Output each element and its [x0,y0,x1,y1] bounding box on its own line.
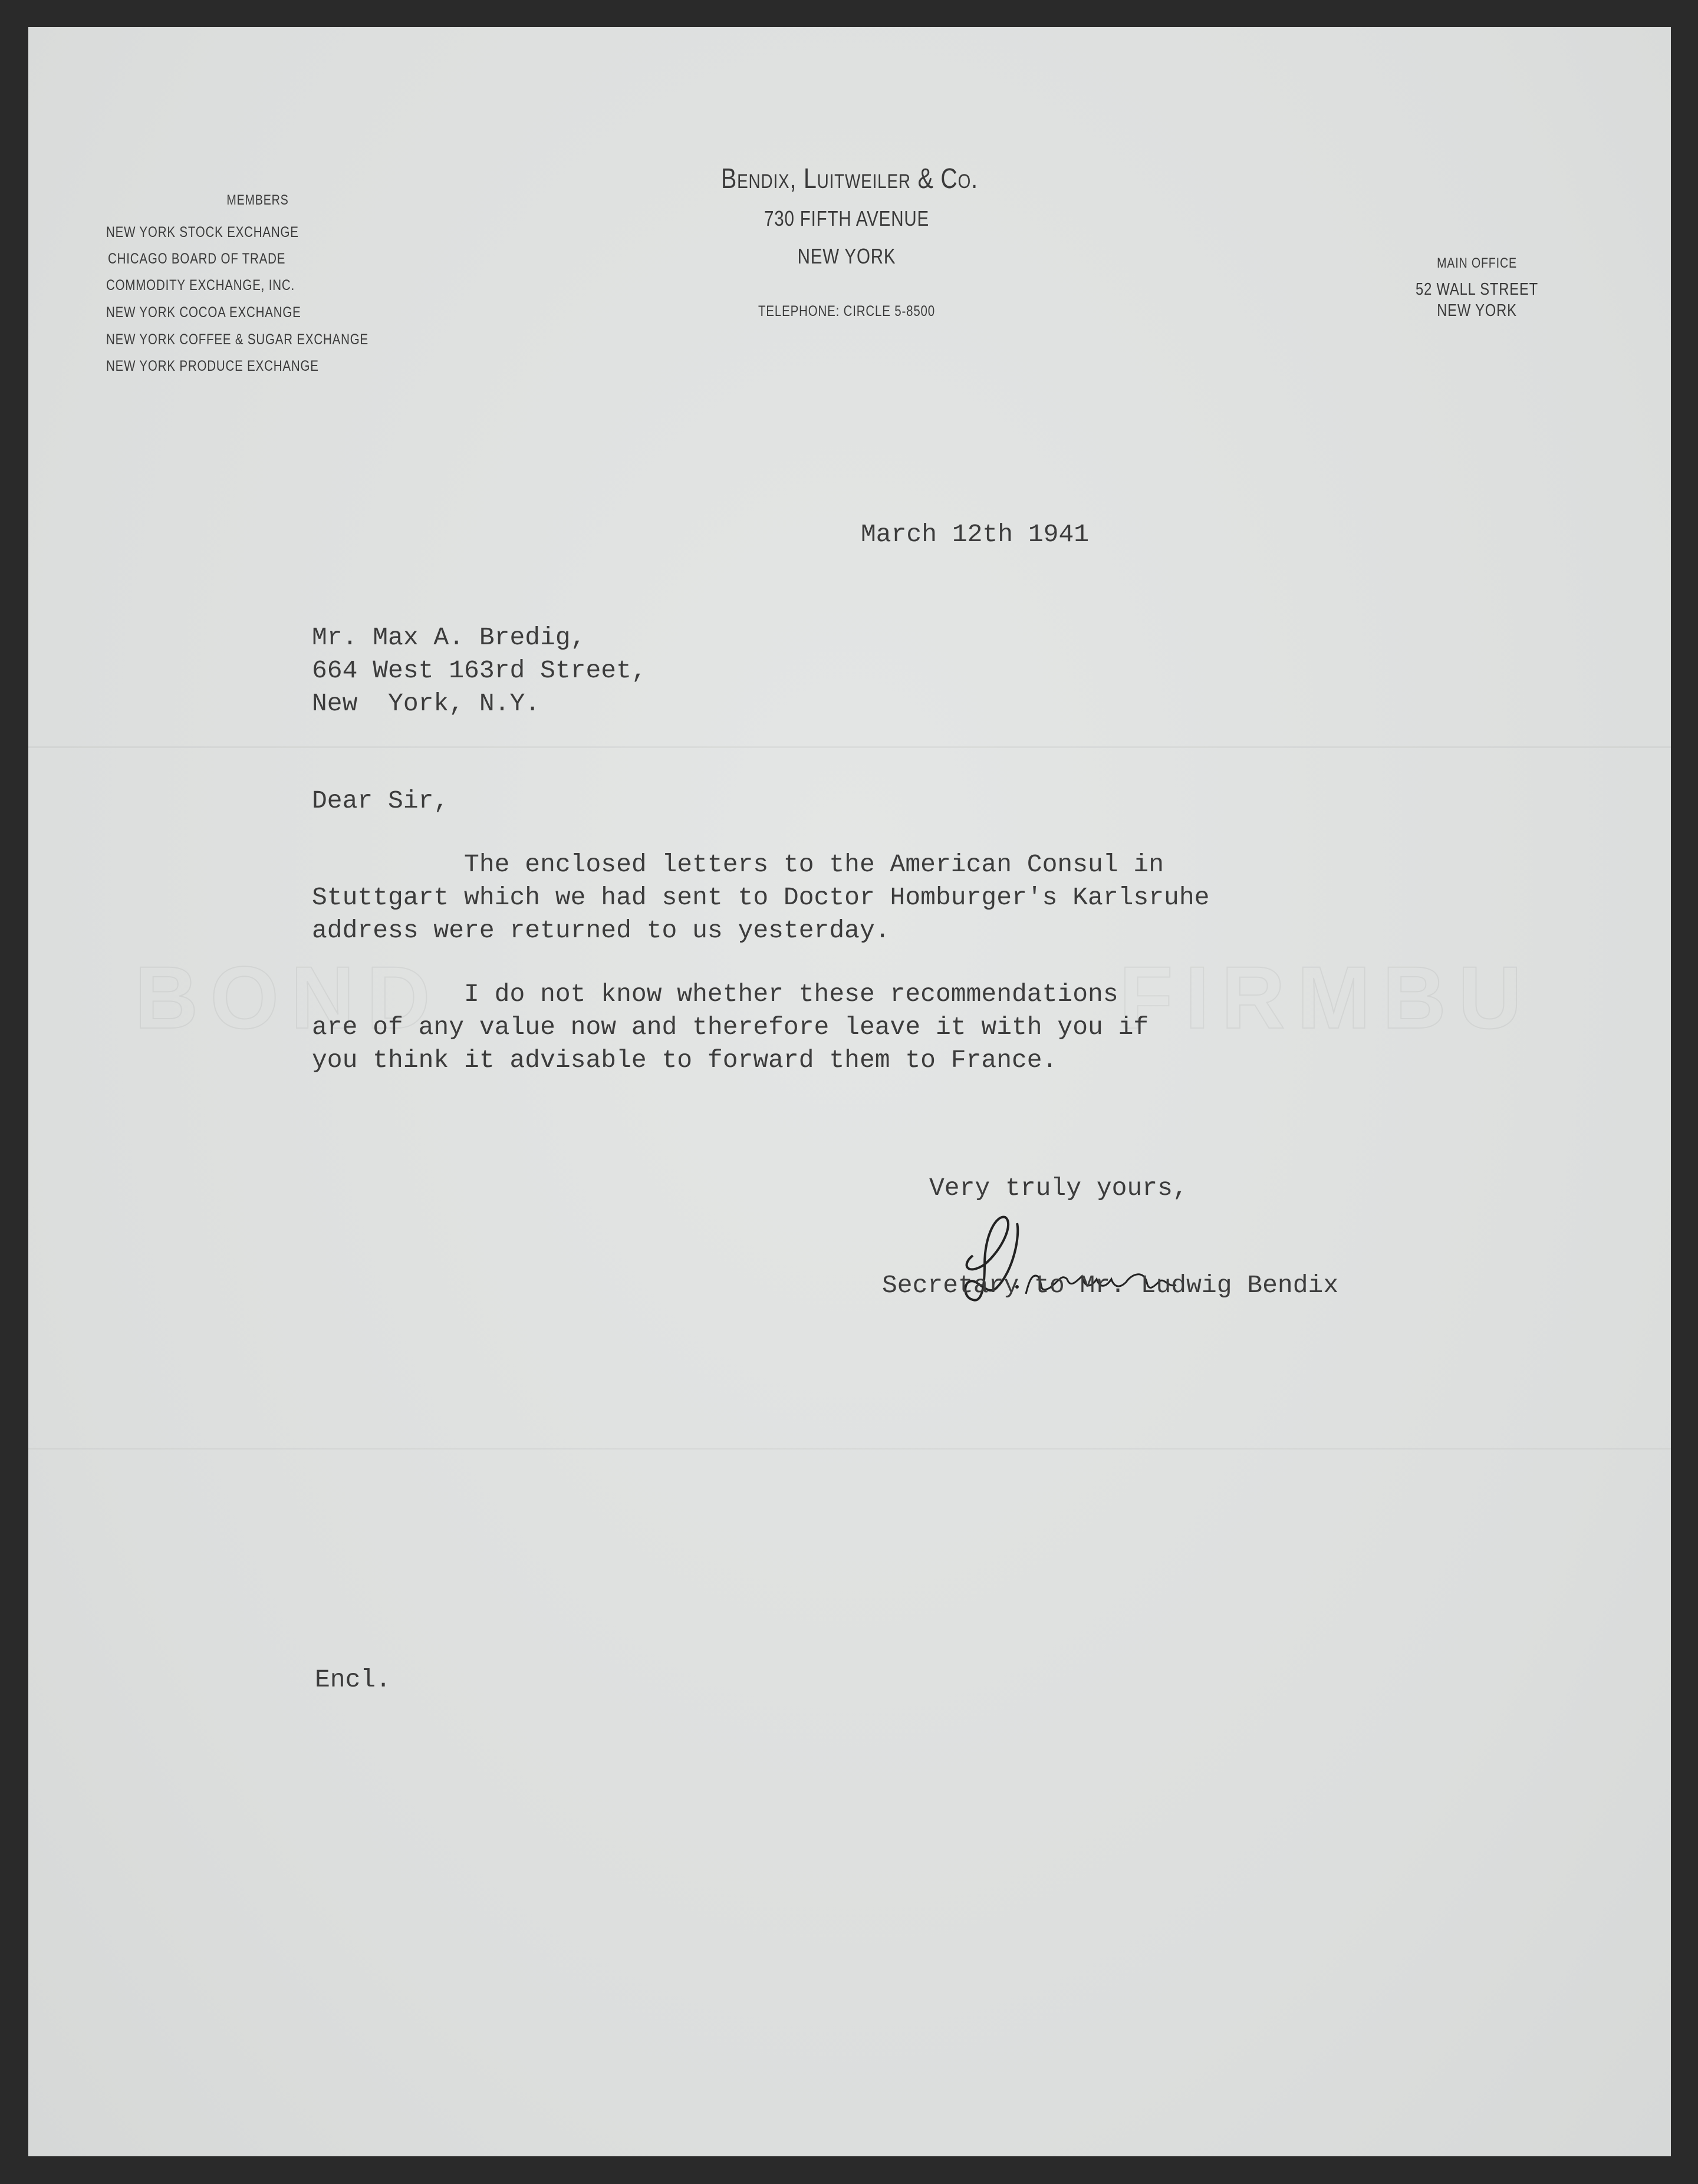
main-office-label: MAIN OFFICE [1437,255,1517,271]
letter-date: March 12th 1941 [861,520,1090,549]
fold-line [28,1448,1671,1450]
company-city: NEW YORK [797,244,896,268]
member-item: NEW YORK PRODUCE EXCHANGE [106,358,319,374]
fold-line [28,746,1671,748]
recipient-line: New York, N.Y. [312,689,541,718]
enclosure-note: Encl. [315,1665,391,1694]
body-line: you think it advisable to forward them to France. [312,1046,1058,1075]
member-item: NEW YORK COFFEE & SUGAR EXCHANGE [106,331,369,348]
main-office-city: NEW YORK [1437,301,1517,320]
members-heading: MEMBERS [226,192,289,208]
member-item: COMMODITY EXCHANGE, INC. [106,277,295,294]
signatory-title: Secretary to Mr. Ludwig Bendix [882,1271,1339,1300]
closing: Very truly yours, [929,1174,1188,1203]
member-item: NEW YORK STOCK EXCHANGE [106,224,299,241]
body-line: The enclosed letters to the American Consul in [312,850,1164,879]
body-paragraph [312,978,1149,1077]
body-line: are of any value now and therefore leave it with you if [312,1013,1149,1042]
body-line: address were returned to us yesterday. [312,916,890,945]
recipient-line: 664 West 163rd Street, [312,656,647,685]
watermark: BOND [134,948,442,1047]
body-paragraph [312,848,1209,947]
company-telephone: TELEPHONE: CIRCLE 5-8500 [758,303,935,319]
recipient-line: Mr. Max A. Bredig, [312,623,586,652]
member-item: CHICAGO BOARD OF TRADE [108,251,286,267]
recipient-address [312,621,647,720]
company-address: 730 FIFTH AVENUE [764,206,929,230]
company-name: Bendix, Luitweiler & Co. [721,163,978,195]
watermark: FIRMBU [1119,948,1534,1047]
main-office-street: 52 WALL STREET [1416,280,1538,299]
member-item: NEW YORK COCOA EXCHANGE [106,304,301,321]
body-line: I do not know whether these recommendations [312,980,1118,1009]
salutation: Dear Sir, [312,786,449,815]
body-line: Stuttgart which we had sent to Doctor Homburger's Karlsruhe [312,883,1210,912]
